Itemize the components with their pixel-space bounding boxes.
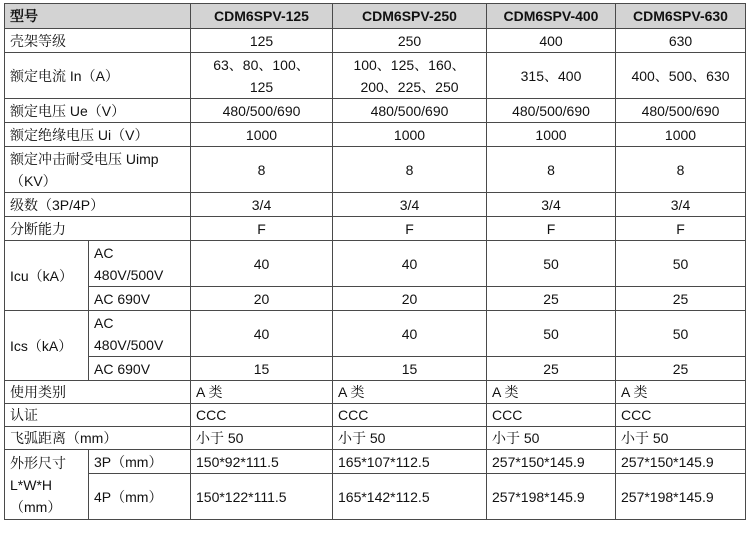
cell-line: 100、125、160、 bbox=[353, 56, 466, 73]
cell-value: 50 bbox=[616, 311, 746, 357]
row-label: Icu（kA） bbox=[5, 241, 89, 311]
cell-value: 1000 bbox=[487, 123, 616, 147]
cell-value: 50 bbox=[487, 241, 616, 287]
cell-value: 250 bbox=[333, 29, 487, 53]
cell-value: 1000 bbox=[191, 123, 333, 147]
spec-table bbox=[4, 3, 746, 520]
cell-value: 20 bbox=[191, 287, 333, 311]
cell-value: 480/500/690 bbox=[191, 99, 333, 123]
cell-value: 50 bbox=[487, 311, 616, 357]
cell-line: 315、400 bbox=[520, 67, 582, 84]
cell-value: 8 bbox=[191, 147, 333, 193]
row-label: 额定电流 In（A） bbox=[5, 53, 191, 99]
row-cert bbox=[5, 404, 746, 427]
row-poles bbox=[5, 193, 746, 217]
cell-value: CCC bbox=[616, 404, 746, 427]
row-ics-690 bbox=[5, 357, 746, 381]
label-line: （mm） bbox=[10, 498, 62, 515]
cell-value: 257*198*145.9 bbox=[616, 474, 746, 520]
row-arc bbox=[5, 427, 746, 450]
row-label: 使用类别 bbox=[5, 381, 191, 404]
cell-value: 15 bbox=[333, 357, 487, 381]
row-label: 飞弧距离（mm） bbox=[5, 427, 191, 450]
cell-value: A 类 bbox=[191, 381, 333, 404]
cell-value: 25 bbox=[616, 287, 746, 311]
cell-value: 630 bbox=[616, 29, 746, 53]
cell-value: 3/4 bbox=[333, 193, 487, 217]
row-frame bbox=[5, 29, 746, 53]
cell-value: 125 bbox=[191, 29, 333, 53]
cell-value: 40 bbox=[191, 311, 333, 357]
cell-value: 480/500/690 bbox=[616, 99, 746, 123]
cell-value bbox=[333, 53, 487, 99]
cell-value: 小于 50 bbox=[191, 427, 333, 450]
label-line: 外形尺寸 bbox=[10, 454, 66, 471]
header-model-125: CDM6SPV-125 bbox=[191, 4, 333, 29]
row-ics-480-500 bbox=[5, 311, 746, 357]
row-label: 额定绝缘电压 Ui（V） bbox=[5, 123, 191, 147]
cell-value: 480/500/690 bbox=[487, 99, 616, 123]
sub-label: AC 690V bbox=[89, 287, 191, 311]
header-model-250: CDM6SPV-250 bbox=[333, 4, 487, 29]
cell-value: 8 bbox=[616, 147, 746, 193]
cell-value: F bbox=[487, 217, 616, 241]
cell-value: 3/4 bbox=[191, 193, 333, 217]
row-label bbox=[5, 147, 191, 193]
row-label bbox=[5, 450, 89, 520]
row-impulse bbox=[5, 147, 746, 193]
row-label: 分断能力 bbox=[5, 217, 191, 241]
cell-value: F bbox=[191, 217, 333, 241]
cell-value: CCC bbox=[191, 404, 333, 427]
cell-value: 25 bbox=[487, 287, 616, 311]
cell-value: 165*142*112.5 bbox=[333, 474, 487, 520]
cell-value: F bbox=[333, 217, 487, 241]
row-icu-480-500 bbox=[5, 241, 746, 287]
header-model-label: 型号 bbox=[5, 4, 191, 29]
sub-label bbox=[89, 311, 191, 357]
cell-value: CCC bbox=[487, 404, 616, 427]
cell-value: 小于 50 bbox=[333, 427, 487, 450]
sub-label: 3P（mm） bbox=[89, 450, 191, 474]
cell-line: 125 bbox=[249, 78, 274, 95]
row-label: 额定电压 Ue（V） bbox=[5, 99, 191, 123]
cell-value: 150*122*111.5 bbox=[191, 474, 333, 520]
cell-value: 25 bbox=[487, 357, 616, 381]
cell-value: 1000 bbox=[333, 123, 487, 147]
label-line: AC bbox=[94, 314, 114, 331]
row-label: 认证 bbox=[5, 404, 191, 427]
cell-value: 165*107*112.5 bbox=[333, 450, 487, 474]
cell-value: 150*92*111.5 bbox=[191, 450, 333, 474]
cell-value: 40 bbox=[333, 311, 487, 357]
cell-value: F bbox=[616, 217, 746, 241]
cell-value: 400 bbox=[487, 29, 616, 53]
cell-value: 3/4 bbox=[487, 193, 616, 217]
cell-line: 63、80、100、 bbox=[213, 56, 310, 73]
cell-value: 小于 50 bbox=[487, 427, 616, 450]
sub-label: AC 690V bbox=[89, 357, 191, 381]
row-current bbox=[5, 53, 746, 99]
cell-value: 小于 50 bbox=[616, 427, 746, 450]
cell-line: 400、500、630 bbox=[631, 67, 730, 84]
label-line: AC bbox=[94, 244, 114, 261]
row-breaking bbox=[5, 217, 746, 241]
cell-value: 40 bbox=[333, 241, 487, 287]
cell-value: 8 bbox=[333, 147, 487, 193]
cell-value: A 类 bbox=[616, 381, 746, 404]
cell-value: CCC bbox=[333, 404, 487, 427]
cell-value: 1000 bbox=[616, 123, 746, 147]
cell-value bbox=[191, 53, 333, 99]
sub-label bbox=[89, 241, 191, 287]
label-line: 额定冲击耐受电压 Uimp bbox=[10, 150, 159, 167]
row-category bbox=[5, 381, 746, 404]
cell-value: 15 bbox=[191, 357, 333, 381]
cell-value: 25 bbox=[616, 357, 746, 381]
row-icu-690 bbox=[5, 287, 746, 311]
header-model-630: CDM6SPV-630 bbox=[616, 4, 746, 29]
cell-value: 257*150*145.9 bbox=[487, 450, 616, 474]
label-line: （KV） bbox=[10, 172, 57, 189]
row-label: 级数（3P/4P） bbox=[5, 193, 191, 217]
row-label: 壳架等级 bbox=[5, 29, 191, 53]
label-line: 480V/500V bbox=[94, 336, 164, 353]
header-row bbox=[5, 4, 746, 29]
cell-line: 200、225、250 bbox=[360, 78, 459, 95]
sub-label: 4P（mm） bbox=[89, 474, 191, 520]
cell-value bbox=[616, 53, 746, 99]
row-voltage bbox=[5, 99, 746, 123]
cell-value: 3/4 bbox=[616, 193, 746, 217]
cell-value: 257*198*145.9 bbox=[487, 474, 616, 520]
cell-value: 50 bbox=[616, 241, 746, 287]
row-insulation bbox=[5, 123, 746, 147]
label-line: 480V/500V bbox=[94, 266, 164, 283]
header-model-400: CDM6SPV-400 bbox=[487, 4, 616, 29]
row-label: Ics（kA） bbox=[5, 311, 89, 381]
cell-value: 257*150*145.9 bbox=[616, 450, 746, 474]
cell-value: 40 bbox=[191, 241, 333, 287]
row-dims-4p bbox=[5, 474, 746, 520]
cell-value: A 类 bbox=[333, 381, 487, 404]
cell-value: 480/500/690 bbox=[333, 99, 487, 123]
cell-value: A 类 bbox=[487, 381, 616, 404]
row-dims-3p bbox=[5, 450, 746, 474]
cell-value: 20 bbox=[333, 287, 487, 311]
cell-value: 8 bbox=[487, 147, 616, 193]
label-line: L*W*H bbox=[10, 476, 53, 493]
cell-value bbox=[487, 53, 616, 99]
